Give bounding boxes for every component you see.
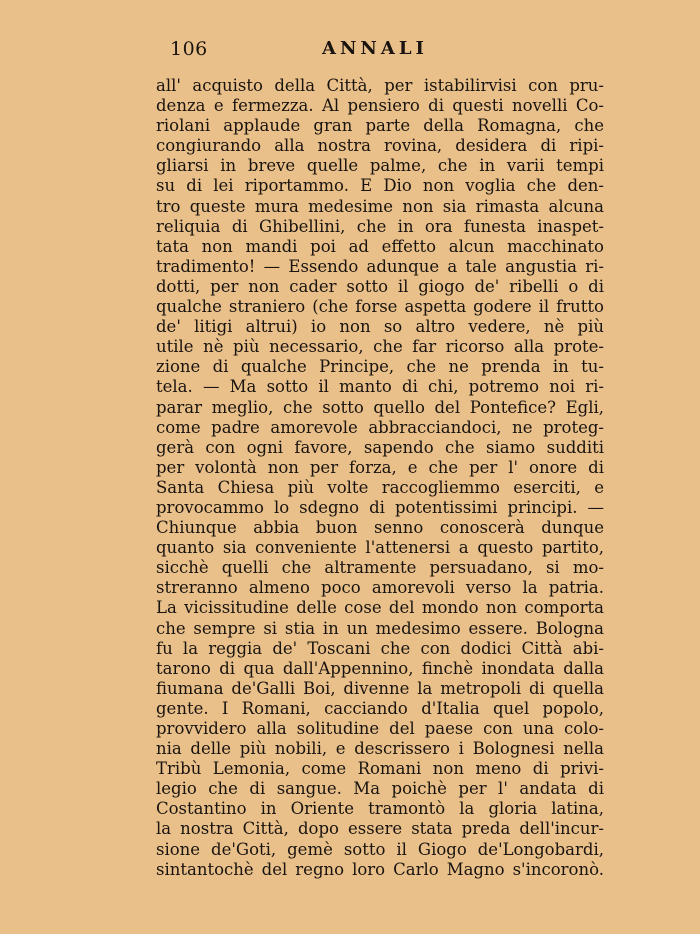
text-line: denza e fermezza. Al pensiero di questi novelli Co- xyxy=(156,96,604,116)
running-head xyxy=(170,38,610,64)
text-line: la nostra Città, dopo essere stata preda dell'incur- xyxy=(156,819,604,839)
text-line: tradimento! — Essendo adunque a tale angustia ri- xyxy=(156,256,604,276)
text-line: gerà con ogni favore, sapendo che siamo sudditi xyxy=(156,437,604,457)
text-line: che sempre si stia in un medesimo essere. Bologna xyxy=(156,618,604,638)
text-line: Santa Chiesa più volte raccogliemmo eserciti, e xyxy=(156,477,604,497)
text-line: riolani applaude gran parte della Romagna, che xyxy=(156,116,604,136)
text-line: nia delle più nobili, e descrissero i Bolognesi nella xyxy=(156,739,604,759)
text-line: reliquia di Ghibellini, che in ora funesta inaspet- xyxy=(156,216,604,236)
page-number: 106 xyxy=(170,38,208,60)
text-line: fiumana de'Galli Boi, divenne la metropoli di quella xyxy=(156,678,604,698)
text-line: gente. I Romani, cacciando d'Italia quel popolo, xyxy=(156,698,604,718)
text-line: come padre amorevole abbracciandoci, ne proteg- xyxy=(156,417,604,437)
text-line: tro queste mura medesime non sia rimasta alcuna xyxy=(156,196,604,216)
text-line: tarono di qua dall'Appennino, finchè inondata dalla xyxy=(156,658,604,678)
text-line: legio che di sangue. Ma poichè per l' andata di xyxy=(156,779,604,799)
running-title: ANNALI xyxy=(322,38,428,59)
text-line: tata non mandi poi ad effetto alcun macchinato xyxy=(156,236,604,256)
text-line: qualche straniero (che forse aspetta godere il frutto xyxy=(156,297,604,317)
text-line: fu la reggia de' Toscani che con dodici Città abi- xyxy=(156,638,604,658)
text-line: Chiunque abbia buon senno conoscerà dunque xyxy=(156,518,604,538)
text-line: Tribù Lemonia, come Romani non meno di privi- xyxy=(156,759,604,779)
text-line: provvidero alla solitudine del paese con una colo- xyxy=(156,719,604,738)
text-line: su di lei riportammo. E Dio non voglia che den- xyxy=(156,176,604,196)
text-line: congiurando alla nostra rovina, desidera di ripi- xyxy=(156,136,604,156)
text-line: gliarsi in breve quelle palme, che in varii tempi xyxy=(156,156,604,176)
text-line: de' litigi altrui) io non so altro vedere, nè più xyxy=(156,317,604,337)
text-line: all' acquisto della Città, per istabilirvisi con pru- xyxy=(156,76,604,95)
text-line: sione de'Goti, gemè sotto il Giogo de'Longobardi, xyxy=(156,839,604,859)
text-line: Costantino in Oriente tramontò la gloria latina, xyxy=(156,799,604,819)
text-line: quanto sia conveniente l'attenersi a questo partito, xyxy=(156,538,604,558)
text-line: parar meglio, che sotto quello del Pontefice? Egli, xyxy=(156,397,604,417)
text-line: per volontà non per forza, e che per l' onore di xyxy=(156,457,604,477)
text-line: dotti, per non cader sotto il giogo de' ribelli o di xyxy=(156,276,604,296)
text-line: sicchè quelli che altramente persuadano, si mo- xyxy=(156,558,604,578)
text-line: utile nè più necessario, che far ricorso alla prote- xyxy=(156,337,604,357)
text-line: streranno almeno poco amorevoli verso la patria. xyxy=(156,578,604,598)
text-line: provocammo lo sdegno di potentissimi principi. — xyxy=(156,497,604,517)
text-line: tela. — Ma sotto il manto di chi, potremo noi ri- xyxy=(156,377,604,397)
text-line: sintantochè del regno loro Carlo Magno s'incoronò. xyxy=(156,859,604,879)
text-line: La vicissitudine delle cose del mondo non comporta xyxy=(156,598,604,618)
text-line: zione di qualche Principe, che ne prenda in tu- xyxy=(156,357,604,377)
body-text xyxy=(156,76,604,880)
